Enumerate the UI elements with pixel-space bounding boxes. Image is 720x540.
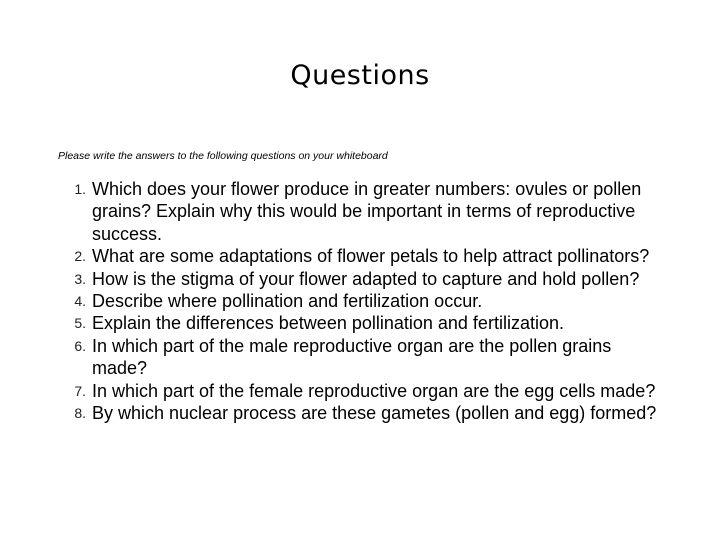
question-item xyxy=(58,290,668,312)
question-item xyxy=(58,335,668,380)
question-text: How is the stigma of your flower adapted to capture and hold pollen? xyxy=(92,268,640,289)
instructions-text: Please write the answers to the following questions on your whiteboard xyxy=(58,150,388,162)
question-text: What are some adaptations of flower petals to help attract pollinators? xyxy=(92,246,650,267)
question-text: By which nuclear process are these gametes (pollen and egg) formed? xyxy=(92,403,657,424)
question-text: Which does your flower produce in greater numbers: ovules or pollen grains? Explain why this would be important in terms of reproductive success. xyxy=(92,179,642,244)
question-item xyxy=(58,268,668,290)
question-item xyxy=(58,402,668,424)
question-number: 3. xyxy=(74,270,86,287)
slide-title: Questions xyxy=(290,60,430,91)
question-number: 1. xyxy=(74,181,86,197)
question-number: 5. xyxy=(74,315,86,332)
question-item xyxy=(58,178,668,245)
question-number: 7. xyxy=(74,382,86,399)
question-text: In which part of the male reproductive organ are the pollen grains made? xyxy=(92,335,612,379)
question-item xyxy=(58,312,668,334)
question-item xyxy=(58,380,668,402)
question-text: In which part of the female reproductive organ are the egg cells made? xyxy=(92,380,656,401)
question-text: Explain the differences between pollination and fertilization. xyxy=(92,313,564,334)
question-item xyxy=(58,245,668,267)
question-number: 8. xyxy=(74,405,86,422)
question-number: 2. xyxy=(74,248,86,265)
question-text: Describe where pollination and fertilization occur. xyxy=(92,291,483,312)
question-number: 6. xyxy=(74,337,86,354)
question-number: 4. xyxy=(74,293,86,310)
question-list xyxy=(58,178,668,424)
